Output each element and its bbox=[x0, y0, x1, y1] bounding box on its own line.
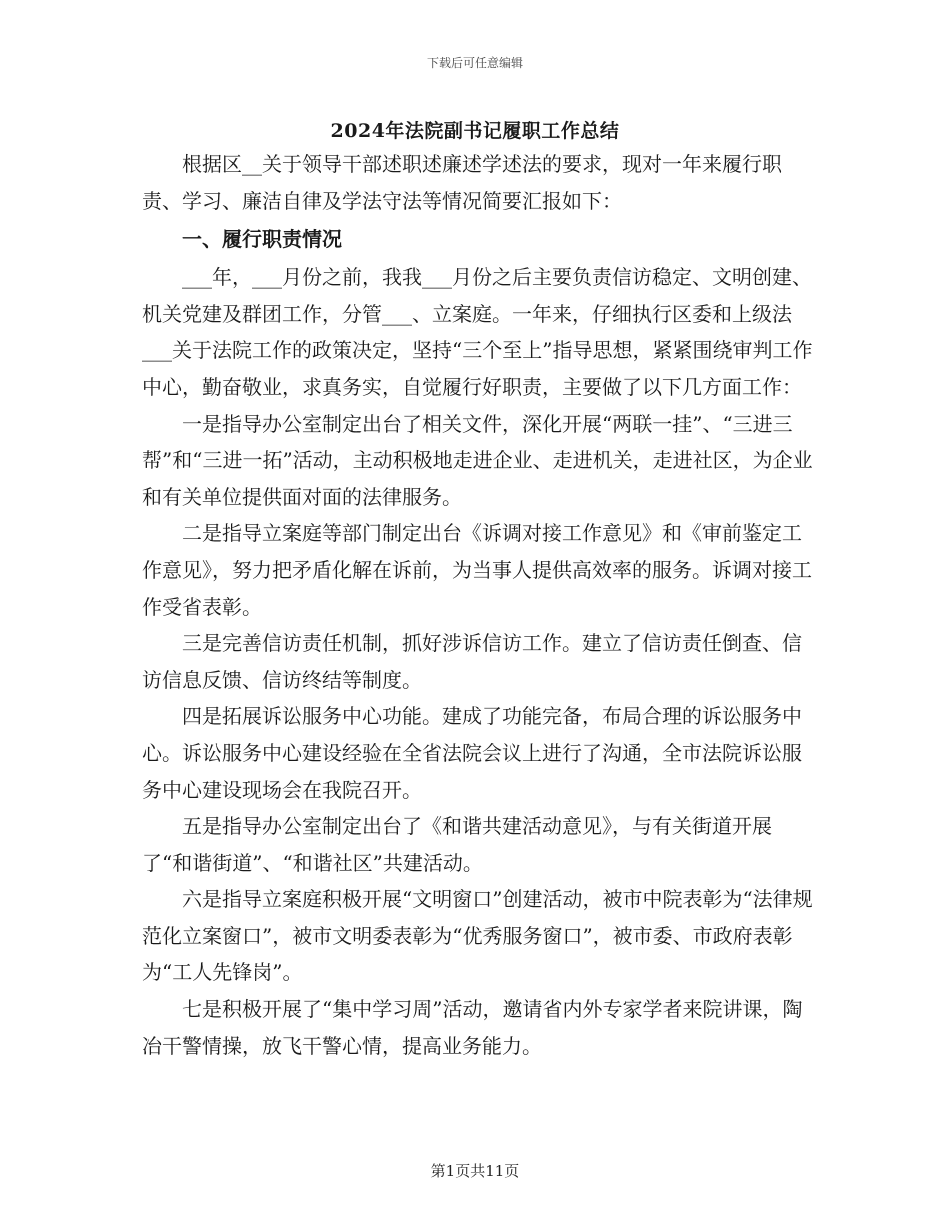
intro-paragraph: 根据区__关于领导干部述职述廉述学述法的要求，现对一年来履行职责、学习、廉洁自律及学法守法等情况简要汇报如下： bbox=[142, 152, 782, 213]
body-paragraph: 二是指导立案庭等部门制定出台《诉调对接工作意见》和《审前鉴定工作意见》，努力把矛盾化解在诉前，为当事人提供高效率的服务。诉调对接工作受省表彰。 bbox=[142, 521, 812, 619]
body-paragraph: 一是指导办公室制定出台了相关文件，深化开展“两联一挂”、“三进三帮”和“三进一拓”活动，主动积极地走进企业、走进机关，走进社区，为企业和有关单位提供面对面的法律服务。 bbox=[142, 411, 813, 509]
page-header: 下载后可任意编辑 bbox=[426, 56, 523, 70]
body-paragraph: 四是拓展诉讼服务中心功能。建成了功能完备，布局合理的诉讼服务中心。诉讼服务中心建设经验在全省法院会议上进行了沟通，全市法院诉讼服务中心建设现场会在我院召开。 bbox=[142, 704, 802, 802]
body-paragraph: 三是完善信访责任机制，抓好涉诉信访工作。建立了信访责任倒查、信访信息反馈、信访终结等制度。 bbox=[142, 631, 802, 692]
body-paragraph: 七是积极开展了“集中学习周”活动，邀请省内外专家学者来院讲课，陶冶干警情操，放飞干警心情，提高业务能力。 bbox=[142, 997, 803, 1058]
section-heading: 一、履行职责情况 bbox=[182, 227, 342, 252]
body-paragraph: ___年，___月份之前，我我___月份之后主要负责信访稳定、文明创建、机关党建及群团工作，分管___、立案庭。一年来，仔细执行区委和上级法___关于法院工作的政策决定，坚持“三个至上”指导思想，紧紧围绕审判工作中心，勤奋敬业，求真务实，自觉履行好职责，主要做了以下几方面工作： bbox=[142, 265, 813, 399]
document-body bbox=[142, 146, 814, 1064]
body-paragraph: 六是指导立案庭积极开展“文明窗口”创建活动，被市中院表彰为“法律规范化立案窗口”，被市文明委表彰为“优秀服务窗口”，被市委、市政府表彰为“工人先锋岗”。 bbox=[142, 887, 813, 985]
page-footer: 第1页共11页 bbox=[430, 1162, 520, 1180]
body-paragraph: 五是指导办公室制定出台了《和谐共建活动意见》，与有关街道开展了“和谐街道”、“和谐社区”共建活动。 bbox=[142, 814, 772, 875]
document-title: 2024年法院副书记履职工作总结 bbox=[330, 120, 620, 142]
